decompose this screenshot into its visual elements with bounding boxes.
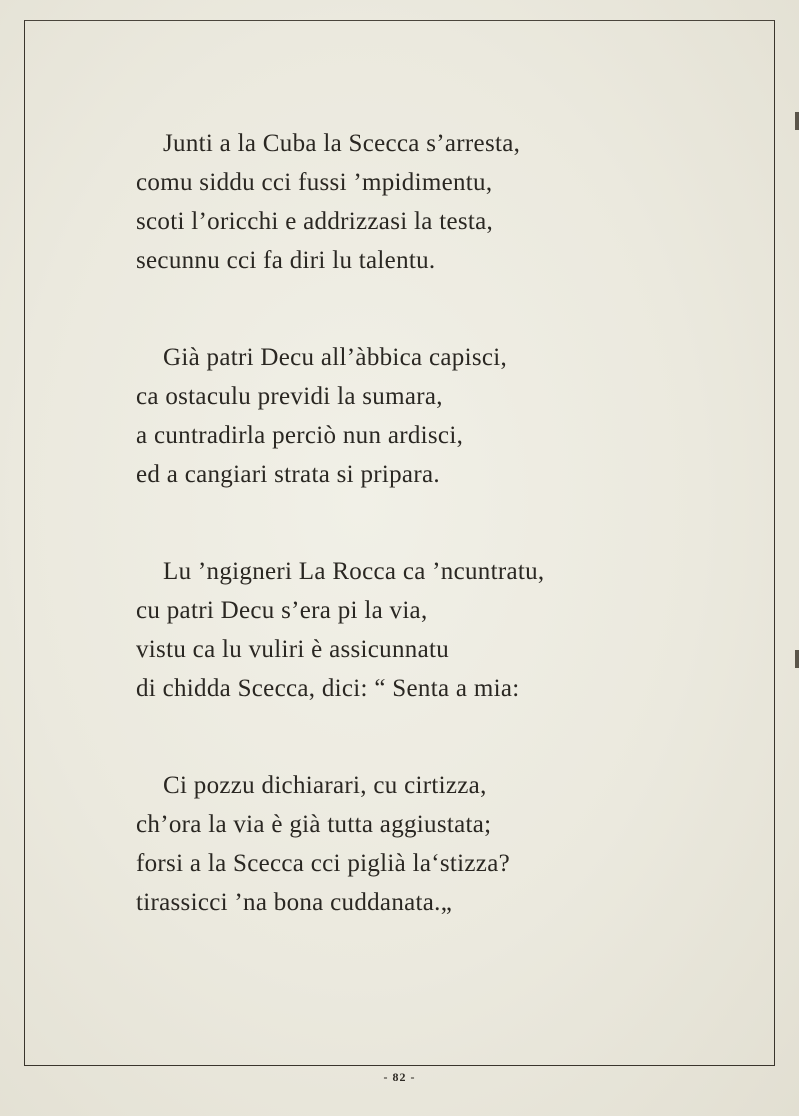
- verse-line: vistu ca lu vuliri è assicunnatu: [136, 636, 450, 663]
- verse-line: scoti l’oricchi e addrizzasi la testa,: [136, 208, 494, 235]
- verse-line: ed a cangiari strata si pripara.: [136, 461, 440, 488]
- stanza-1: [136, 124, 520, 280]
- verse-line: Già patri Decu all’àbbica capisci,: [163, 344, 508, 371]
- verse-line: Junti a la Cuba la Scecca s’arresta,: [163, 130, 521, 157]
- verse-line: ch’ora la via è già tutta aggiustata;: [136, 811, 492, 838]
- stanza-3: [136, 552, 544, 708]
- verse-line: a cuntradirla perciò nun ardisci,: [136, 422, 464, 449]
- verse-line: cu patri Decu s’era pi la via,: [136, 597, 428, 624]
- verse-line: di chidda Scecca, dici: “ Senta a mia:: [136, 675, 520, 702]
- verse-line: tirassicci ’na bona cuddanata.„: [136, 889, 453, 916]
- stanza-4: [136, 766, 510, 922]
- verse-line: forsi a la Scecca cci piglià la‘stizza?: [136, 850, 510, 877]
- verse-line: Ci pozzu dichiarari, cu cirtizza,: [163, 772, 487, 799]
- verse-line: secunnu cci fa diri lu talentu.: [136, 247, 436, 274]
- verse-line: Lu ’ngigneri La Rocca ca ’ncuntratu,: [163, 558, 545, 585]
- verse-line: comu siddu cci fussi ’mpidimentu,: [136, 169, 493, 196]
- verse-line: ca ostaculu previdi la sumara,: [136, 383, 443, 410]
- stanza-2: [136, 338, 507, 494]
- page-number: - 82 -: [383, 1070, 416, 1084]
